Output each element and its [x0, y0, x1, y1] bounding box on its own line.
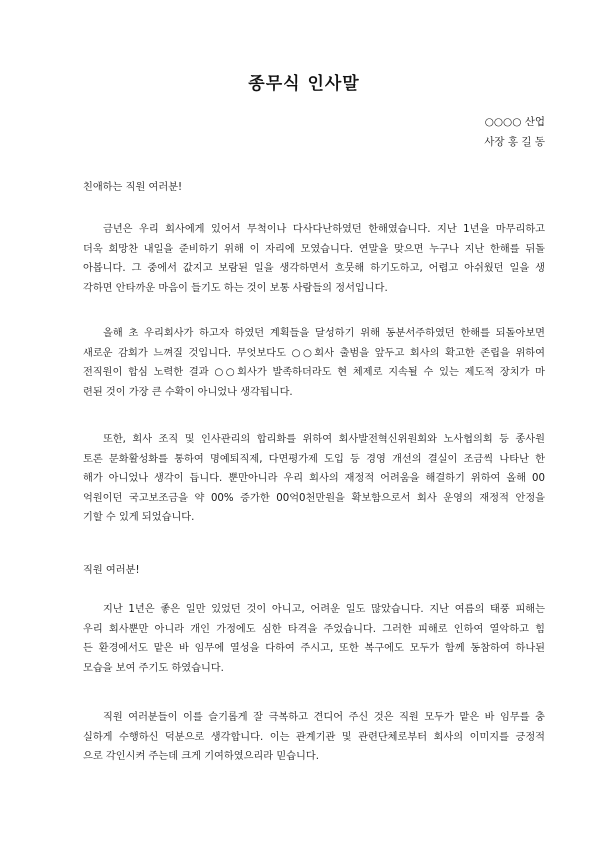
- paragraph-3-line: 또한, 회사 조직 및 인사관리의 합리화를 위하여 회사발전혁신위원회와 노사협의회 등 종사원: [103, 434, 545, 445]
- paragraph-4-line: 우리 회사뿐만 아니라 개인 가정에도 심한 타격을 주었습니다. 그러한 피해로 인하여 열악하고 힘: [83, 623, 545, 635]
- paragraph-2-line: 올해 초 우리회사가 하고자 하였던 계획들을 달성하기 위해 동분서주하였던 한해를 되돌아보면: [103, 328, 545, 339]
- paragraph-3-line: 억원이던 국고보조금을 약 00% 증가한 00억0천만원을 확보함으로서 회사 운영의 재정적 안정을: [83, 492, 545, 504]
- paragraph-3: [63, 430, 545, 528]
- paragraph-2-line: 련된 것이 가장 큰 수확이 아니었나 생각됩니다.: [83, 386, 293, 398]
- paragraph-5-line: 직원 여러분들이 이를 슬기롭게 잘 극복하고 견디어 주신 것은 직원 모두가 맡은 바 임무를 충: [103, 712, 545, 723]
- paragraph-1-line: 각하면 안타까운 마음이 들기도 하는 것이 보통 사람들의 정서입니다.: [83, 282, 388, 294]
- document-title: 종무식 인사말: [248, 74, 360, 94]
- paragraph-1-line: 아봅니다. 그 중에서 값지고 보람된 일을 생각하면서 흐뭇해 하기도하고, 어렵고 아쉬웠던 일을 생: [83, 263, 545, 274]
- paragraph-2-line: 새로운 감회가 느껴질 것입니다. 무엇보다도 ○○회사 출범을 앞두고 회사의 확고한 존립을 위하여: [83, 347, 545, 359]
- paragraph-5-line: 으로 각인시켜 주는데 크게 기여하였으리라 믿습니다.: [83, 751, 319, 762]
- paragraph-5-line: 실하게 수행하신 덕분으로 생각합니다. 이는 관계기관 및 관련단체로부터 회사의 이미지를 긍정적: [83, 731, 545, 743]
- paragraph-3-line: 토론 문화활성화를 통하여 명예퇴직제, 다면평가제 도입 등 경영 개선의 결실이 조금씩 나타난 한: [83, 453, 545, 465]
- company-name: ○○○○ 산업: [484, 116, 545, 128]
- paragraph-2: [63, 324, 545, 402]
- signer-name: 사장 홍 길 동: [484, 136, 545, 148]
- greeting-dear-employees: 친애하는 직원 여러분!: [83, 182, 183, 193]
- signature-block: [63, 112, 545, 152]
- paragraph-3-line: 기할 수 있게 되었습니다.: [83, 512, 195, 523]
- paragraph-4-line: 지난 1년은 좋은 일만 있었던 것이 아니고, 어려운 일도 많았습니다. 지난 여름의 태풍 피해는: [103, 604, 545, 615]
- paragraph-1-line: 금년은 우리 회사에게 있어서 무척이나 다사다난하였던 한해였습니다. 지난 1년을 마무리하고: [103, 224, 545, 235]
- paragraph-3-line: 해가 아니었나 생각이 듭니다. 뿐만아니라 우리 회사의 재정적 어려움을 해결하기 위하여 올해 00: [83, 473, 545, 484]
- paragraph-2-line: 전직원이 합심 노력한 결과 ○○회사가 발족하더라도 현 체제로 지속될 수 있는 제도적 장치가 마: [83, 367, 545, 378]
- paragraph-1: [63, 220, 545, 298]
- paragraph-5: [63, 708, 545, 767]
- paragraph-4: [63, 600, 545, 678]
- greeting-employees: 직원 여러분!: [83, 565, 140, 576]
- paragraph-1-line: 더욱 희망찬 내일을 준비하기 위해 이 자리에 모였습니다. 연말을 맞으면 누구나 지난 한해를 뒤돌: [83, 243, 545, 255]
- paragraph-4-line: 모습을 보여 주기도 하였습니다.: [83, 662, 224, 674]
- paragraph-4-line: 든 환경에서도 맡은 바 임무에 열성을 다하여 주시고, 또한 복구에도 모두가 함께 동참하여 하나된: [83, 643, 545, 654]
